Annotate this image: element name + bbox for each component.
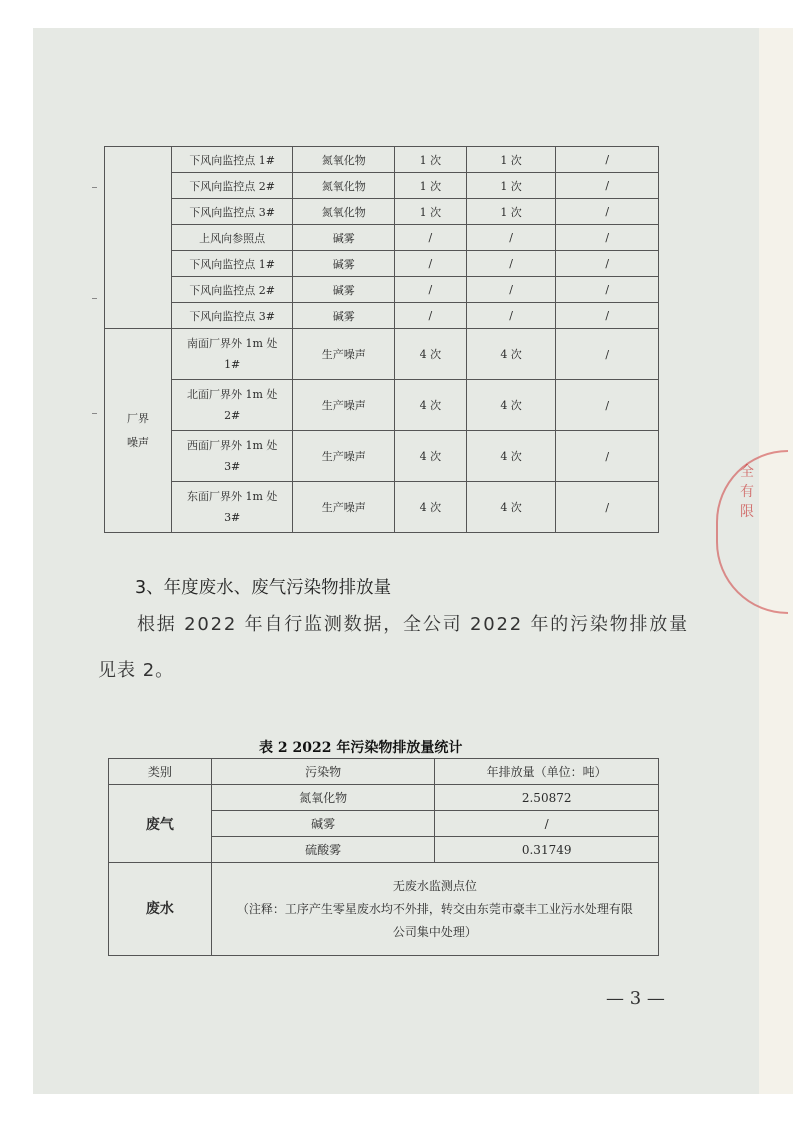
table-row bbox=[109, 785, 659, 811]
paragraph-line: 见表 2。 bbox=[98, 660, 175, 681]
pollutant-cell: 生产噪声 bbox=[293, 431, 395, 482]
value-cell: / bbox=[556, 147, 659, 173]
frequency-cell: 4 次 bbox=[395, 329, 467, 380]
frequency-cell: / bbox=[556, 482, 659, 533]
frequency-cell: / bbox=[466, 251, 556, 277]
value-cell: / bbox=[556, 199, 659, 225]
pollutant-cell: 碱雾 bbox=[293, 251, 395, 277]
frequency-cell: 1 次 bbox=[395, 173, 467, 199]
pollutant-cell: 碱雾 bbox=[293, 277, 395, 303]
pollutant-cell: 生产噪声 bbox=[293, 482, 395, 533]
frequency-cell: 4 次 bbox=[466, 329, 556, 380]
table-row bbox=[105, 251, 659, 277]
pollutant-cell: 氮氧化物 bbox=[211, 785, 435, 811]
monitor-point-line: 1# bbox=[224, 358, 241, 371]
table-row bbox=[105, 431, 659, 482]
section-cell-noise: 厂界噪声 bbox=[105, 329, 172, 533]
frequency-cell: 4 次 bbox=[395, 482, 467, 533]
pollutant-cell: 生产噪声 bbox=[293, 380, 395, 431]
table-caption: 表 2 2022 年污染物排放量统计 bbox=[259, 740, 463, 756]
water-note-line: 公司集中处理） bbox=[392, 924, 477, 939]
table-row bbox=[105, 380, 659, 431]
monitor-point-line: 东面厂界外 1m 处 bbox=[186, 490, 278, 503]
monitor-point-cell: 下风向监控点 1# bbox=[171, 147, 293, 173]
frequency-cell: 1 次 bbox=[466, 173, 556, 199]
pollutant-cell: 氮氧化物 bbox=[293, 173, 395, 199]
paragraph-line: 根据 2022 年自行监测数据，全公司 2022 年的污染物排放量 bbox=[137, 614, 689, 635]
pollutant-cell: 硫酸雾 bbox=[211, 837, 435, 863]
pollutant-cell: 生产噪声 bbox=[293, 329, 395, 380]
frequency-cell: 4 次 bbox=[466, 431, 556, 482]
table-row bbox=[105, 303, 659, 329]
frequency-cell: 1 次 bbox=[395, 147, 467, 173]
pollutant-cell: 碱雾 bbox=[293, 225, 395, 251]
monitor-point-cell: 下风向监控点 3# bbox=[171, 199, 293, 225]
frequency-cell: / bbox=[556, 380, 659, 431]
monitor-point-cell bbox=[171, 329, 293, 380]
monitor-point-line: 2# bbox=[224, 409, 241, 422]
pollutant-cell: 碱雾 bbox=[211, 811, 435, 837]
monitor-point-cell: 下风向监控点 2# bbox=[171, 173, 293, 199]
frequency-cell: 1 次 bbox=[395, 199, 467, 225]
table-row bbox=[109, 863, 659, 956]
section-heading: 3、年度废水、废气污染物排放量 bbox=[135, 578, 392, 598]
monitor-point-cell: 上风向参照点 bbox=[171, 225, 293, 251]
frequency-cell: / bbox=[395, 251, 467, 277]
monitor-point-cell bbox=[171, 431, 293, 482]
pollutant-cell: 氮氧化物 bbox=[293, 199, 395, 225]
category-gas: 废气 bbox=[109, 785, 212, 863]
value-cell: / bbox=[556, 303, 659, 329]
monitor-point-cell bbox=[171, 380, 293, 431]
amount-cell: 2.50872 bbox=[435, 785, 659, 811]
table-row bbox=[105, 199, 659, 225]
table-header-row bbox=[109, 759, 659, 785]
frequency-cell: / bbox=[556, 329, 659, 380]
frequency-cell: 4 次 bbox=[395, 380, 467, 431]
frequency-cell: / bbox=[395, 303, 467, 329]
frequency-cell: / bbox=[556, 431, 659, 482]
water-note bbox=[211, 863, 658, 956]
header-category: 类别 bbox=[109, 759, 212, 785]
margin-mark bbox=[92, 187, 97, 188]
frequency-cell: / bbox=[466, 225, 556, 251]
monitor-point-cell bbox=[171, 482, 293, 533]
monitor-point-line: 北面厂界外 1m 处 bbox=[186, 388, 278, 401]
frequency-cell: / bbox=[466, 303, 556, 329]
frequency-cell: 4 次 bbox=[466, 482, 556, 533]
monitoring-table bbox=[104, 146, 659, 533]
header-pollutant: 污染物 bbox=[211, 759, 435, 785]
header-amount: 年排放量（单位：吨） bbox=[435, 759, 659, 785]
page-number: — 3 — bbox=[606, 988, 665, 1009]
monitor-point-line: 3# bbox=[224, 460, 241, 473]
monitor-point-line: 3# bbox=[224, 511, 241, 524]
water-note-line: 无废水监测点位 bbox=[392, 878, 477, 893]
emission-table bbox=[108, 758, 659, 956]
pollutant-cell: 碱雾 bbox=[293, 303, 395, 329]
frequency-cell: / bbox=[466, 277, 556, 303]
frequency-cell: 4 次 bbox=[466, 380, 556, 431]
section-cell-air bbox=[105, 147, 172, 329]
category-water: 废水 bbox=[109, 863, 212, 956]
table-row bbox=[105, 173, 659, 199]
table-row bbox=[105, 329, 659, 380]
water-note-line: （注释：工序产生零星废水均不外排，转交由东莞市豪丰工业污水处理有限 bbox=[236, 901, 633, 916]
pollutant-cell: 氮氧化物 bbox=[293, 147, 395, 173]
monitor-point-cell: 下风向监控点 3# bbox=[171, 303, 293, 329]
monitor-point-cell: 下风向监控点 2# bbox=[171, 277, 293, 303]
margin-mark bbox=[92, 298, 97, 299]
table-row bbox=[105, 147, 659, 173]
seal-text: 全有限 bbox=[740, 464, 754, 520]
table-row bbox=[105, 225, 659, 251]
amount-cell: / bbox=[435, 811, 659, 837]
value-cell: / bbox=[556, 173, 659, 199]
table-row bbox=[105, 482, 659, 533]
amount-cell: 0.31749 bbox=[435, 837, 659, 863]
margin-mark bbox=[92, 413, 97, 414]
monitor-point-line: 西面厂界外 1m 处 bbox=[186, 439, 278, 452]
frequency-cell: 1 次 bbox=[466, 147, 556, 173]
monitor-point-cell: 下风向监控点 1# bbox=[171, 251, 293, 277]
value-cell: / bbox=[556, 277, 659, 303]
monitor-point-line: 南面厂界外 1m 处 bbox=[186, 337, 278, 350]
value-cell: / bbox=[556, 225, 659, 251]
frequency-cell: / bbox=[395, 225, 467, 251]
frequency-cell: 1 次 bbox=[466, 199, 556, 225]
value-cell: / bbox=[556, 251, 659, 277]
frequency-cell: 4 次 bbox=[395, 431, 467, 482]
table-row bbox=[105, 277, 659, 303]
frequency-cell: / bbox=[395, 277, 467, 303]
